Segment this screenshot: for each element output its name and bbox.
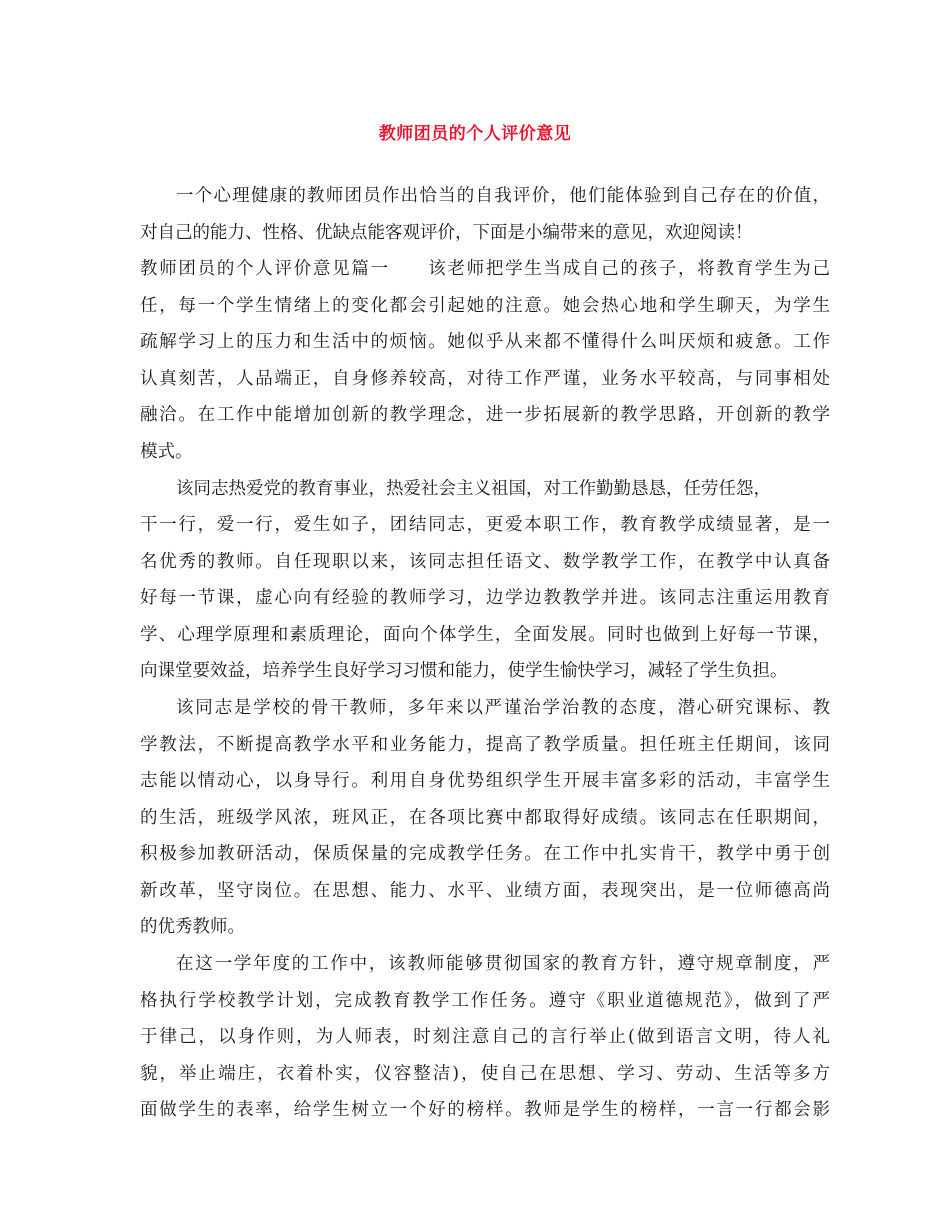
text-line: 任，每一个学生情绪上的变化都会引起她的注意。她会热心地和学生聊天，为学生 (140, 296, 830, 316)
text-line: 认真刻苦，人品端正，自身修养较高，对待工作严谨，业务水平较高，与同事相处 (140, 369, 830, 389)
text-line: 积极参加教研活动，保质保量的完成教学任务。在工作中扎实肯干，教学中勇于创 (140, 844, 830, 864)
text-line: 志能以情动心，以身导行。利用自身优势组织学生开展丰富多彩的活动，丰富学生 (140, 771, 830, 791)
text-line: 的生活，班级学风浓，班风正，在各项比赛中都取得好成绩。该同志在任职期间， (140, 808, 830, 828)
text-line: 对自己的能力、性格、优缺点能客观评价，下面是小编带来的意见，欢迎阅读！ (140, 223, 753, 243)
text-line: 模式。 (140, 442, 193, 462)
text-line: 新改革，坚守岗位。在思想、能力、水平、业绩方面，表现突出，是一位师德高尚 (140, 881, 830, 901)
text-line: 面做学生的表率，给学生树立一个好的榜样。教师是学生的榜样，一言一行都会影 (140, 1100, 830, 1120)
text-line: 该同志热爱党的教育事业，热爱社会主义祖国，对工作勤勤恳恳，任劳任怨， (176, 479, 771, 499)
text-line: 向课堂要效益，培养学生良好学习习惯和能力，使学生愉快学习，减轻了学生负担。 (140, 661, 788, 681)
text-line: 格执行学校教学计划，完成教育教学工作任务。遵守《职业道德规范》，做到了严 (140, 991, 830, 1011)
text-line: 一个心理健康的教师团员作出恰当的自我评价，他们能体验到自己存在的价值， (176, 186, 830, 206)
text-line: 疏解学习上的压力和生活中的烦恼。她似乎从来都不懂得什么叫厌烦和疲惫。工作 (140, 332, 830, 352)
text-line: 学教法，不断提高教学水平和业务能力，提高了教学质量。担任班主任期间，该同 (140, 735, 830, 755)
text-line: 貌，举止端庄，衣着朴实，仪容整洁)，使自己在思想、学习、劳动、生活等多方 (140, 1064, 830, 1084)
text-line: 好每一节课，虚心向有经验的教师学习，边学边教教学并进。该同志注重运用教育 (140, 588, 830, 608)
document-title: 教师团员的个人评价意见 (378, 124, 572, 144)
text-line: 干一行，爱一行，爱生如子，团结同志，更爱本职工作，教育教学成绩显著，是一 (140, 515, 830, 535)
text-line: 的优秀教师。 (140, 917, 245, 937)
text-line: 名优秀的教师。自任现职以来，该同志担任语文、数学教学工作，在教学中认真备 (140, 552, 830, 572)
text-line: 教师团员的个人评价意见篇一 该老师把学生当成自己的孩子，将教育学生为己 (140, 259, 830, 279)
text-line: 于律己，以身作则，为人师表，时刻注意自己的言行举止(做到语言文明，待人礼 (140, 1027, 830, 1047)
text-line: 该同志是学校的骨干教师，多年来以严谨治学治教的态度，潜心研究课标、教 (176, 698, 830, 718)
text-line: 融洽。在工作中能增加创新的教学理念，进一步拓展新的教学思路，开创新的教学 (140, 405, 830, 425)
text-line: 学、心理学原理和素质理论，面向个体学生，全面发展。同时也做到上好每一节课， (140, 625, 830, 645)
text-line: 在这一学年度的工作中，该教师能够贯彻国家的教育方针，遵守规章制度，严 (176, 954, 830, 974)
